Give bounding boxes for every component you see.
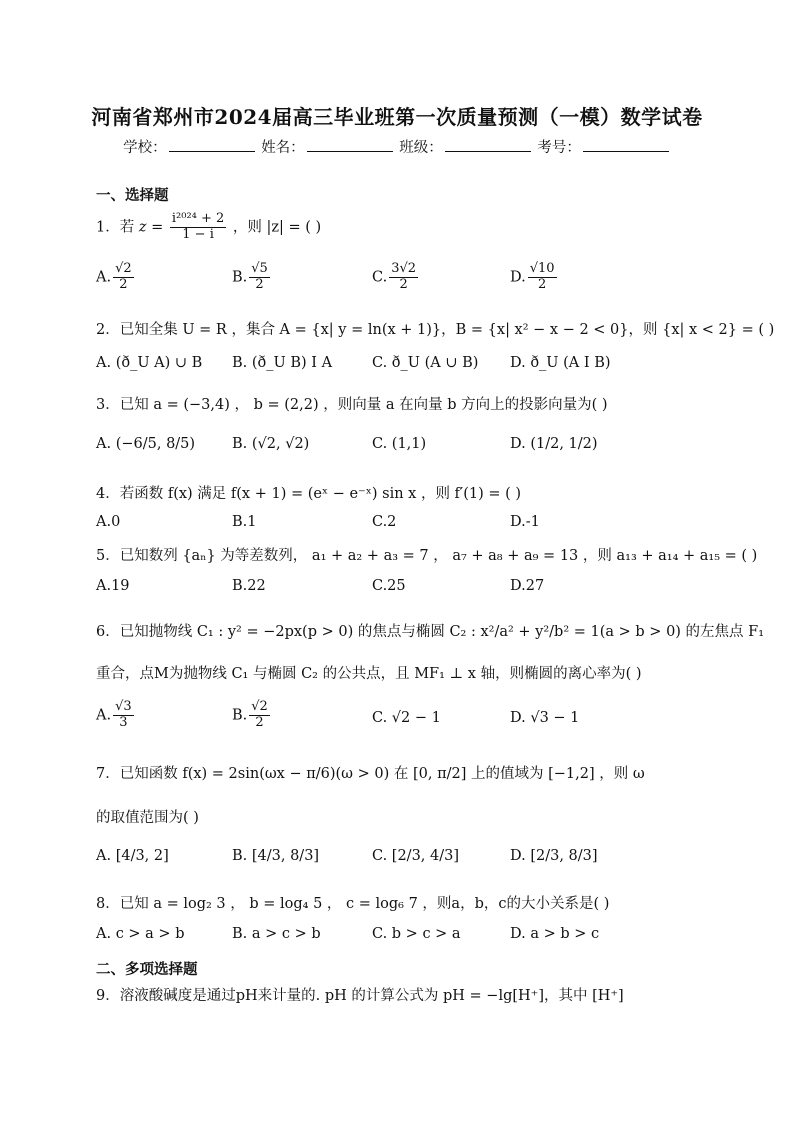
q3-option-d[interactable]: D. (1/2, 1/2) <box>510 436 598 452</box>
q1-post: ，则 |z| = ( ) <box>232 219 322 236</box>
q7-option-a[interactable]: A. [4/3, 2] <box>96 848 169 864</box>
section-heading-multi: 二、多项选择题 <box>96 962 198 978</box>
q6-option-a[interactable]: A. $\frac{√3}{3}$ <box>96 699 132 730</box>
question-6-line-2: 重合，点M为抛物线 C₁ 与椭圆 C₂ 的公共点，且 MF₁ ⊥ x 轴，则椭圆的离心率为( ) <box>96 666 642 682</box>
q6-option-d[interactable]: D. √3 − 1 <box>510 710 580 726</box>
question-4: 4．若函数 f(x) 满足 f(x + 1) = (eˣ − e⁻ˣ) sin x ，则 f′(1) = ( ) <box>96 486 522 502</box>
question-1 <box>96 212 321 243</box>
name-label: 姓名： <box>261 140 305 156</box>
q2-option-b[interactable]: B. (ð_U B) I A <box>232 355 333 371</box>
q6-option-c[interactable]: C. √2 − 1 <box>372 710 441 726</box>
q8-option-d[interactable]: D. a > b > c <box>510 926 600 942</box>
q1-fraction: $\frac{\text{i²⁰²⁴ + 2}}{1 - i}$ <box>171 211 225 242</box>
q3-option-a[interactable]: A. (−6/5, 8/5) <box>96 436 196 452</box>
q4-option-b[interactable]: B.1 <box>232 514 257 530</box>
question-5: 5．已知数列 {aₙ} 为等差数列， a₁ + a₂ + a₃ = 7 ， a₇ + a₈ + a₉ = 13 ，则 a₁₃ + a₁₄ + a₁₅ = ( ) <box>96 548 758 564</box>
q1-option-a[interactable]: A. $\frac{√2}{2}$ <box>96 261 132 292</box>
q4-option-c[interactable]: C.2 <box>372 514 397 530</box>
q2-option-a[interactable]: A. (ð_U A) ∪ B <box>96 355 203 371</box>
student-info-line <box>0 136 794 157</box>
q1-var: z = <box>138 219 164 236</box>
q6-option-b[interactable]: B. $\frac{√2}{2}$ <box>232 699 268 730</box>
section-heading-single: 一、选择题 <box>96 188 169 204</box>
exam-no-blank[interactable] <box>583 139 669 152</box>
q4-option-a[interactable]: A.0 <box>96 514 121 530</box>
q1-option-b[interactable]: B. $\frac{√5}{2}$ <box>232 261 268 292</box>
question-2: 2．已知全集 U = R ，集合 A = {x| y = ln(x + 1)}，B = {x| x² − x − 2 < 0}，则 {x| x < 2} = ( ) <box>96 322 775 338</box>
question-9: 9．溶液酸碱度是通过pH来计量的. pH 的计算公式为 pH = −lg[H⁺]，其中 [H⁺] <box>96 988 624 1004</box>
q5-option-a[interactable]: A.19 <box>96 578 130 594</box>
q1-option-d[interactable]: D. $\frac{√10}{2}$ <box>510 261 555 292</box>
question-3: 3．已知 a = (−3,4) ， b = (2,2) ，则向量 a 在向量 b 方向上的投影向量为( ) <box>96 397 608 413</box>
class-blank[interactable] <box>445 139 531 152</box>
name-blank[interactable] <box>307 139 393 152</box>
q3-option-b[interactable]: B. (√2, √2) <box>232 436 310 452</box>
q8-option-b[interactable]: B. a > c > b <box>232 926 321 942</box>
q4-option-d[interactable]: D.-1 <box>510 514 540 530</box>
question-7-line-2: 的取值范围为( ) <box>96 810 199 826</box>
question-7-line-1: 7．已知函数 f(x) = 2sin(ωx − π/6)(ω > 0) 在 [0, π/2] 上的值域为 [−1,2] ，则 ω <box>96 766 645 782</box>
q1-option-c[interactable]: C. $\frac{3√2}{2}$ <box>372 261 417 292</box>
q5-option-c[interactable]: C.25 <box>372 578 406 594</box>
q2-option-d[interactable]: D. ð_U (A I B) <box>510 355 611 371</box>
q7-option-d[interactable]: D. [2/3, 8/3] <box>510 848 598 864</box>
q1-pre: 若 <box>119 219 135 236</box>
question-8: 8．已知 a = log₂ 3 ， b = log₄ 5 ， c = log₆ 7 ，则a，b，c的大小关系是( ) <box>96 896 610 912</box>
q5-option-d[interactable]: D.27 <box>510 578 545 594</box>
school-blank[interactable] <box>169 139 255 152</box>
class-label: 班级： <box>399 140 443 156</box>
q3-option-c[interactable]: C. (1,1) <box>372 436 427 452</box>
exam-no-label: 考号： <box>537 140 581 156</box>
q8-option-a[interactable]: A. c > a > b <box>96 926 185 942</box>
q7-option-b[interactable]: B. [4/3, 8/3] <box>232 848 320 864</box>
q2-option-c[interactable]: C. ð_U (A ∪ B) <box>372 355 479 371</box>
q1-number: 1． <box>96 219 120 236</box>
school-label: 学校： <box>123 140 167 156</box>
question-6-line-1: 6．已知抛物线 C₁ : y² = −2px(p > 0) 的焦点与椭圆 C₂ : x²/a² + y²/b² = 1(a > b > 0) 的左焦点 F₁ <box>96 624 765 640</box>
q7-option-c[interactable]: C. [2/3, 4/3] <box>372 848 459 864</box>
q5-option-b[interactable]: B.22 <box>232 578 266 594</box>
q8-option-c[interactable]: C. b > c > a <box>372 926 461 942</box>
exam-title: 河南省郑州市2024届高三毕业班第一次质量预测（一模）数学试卷 <box>91 105 703 129</box>
